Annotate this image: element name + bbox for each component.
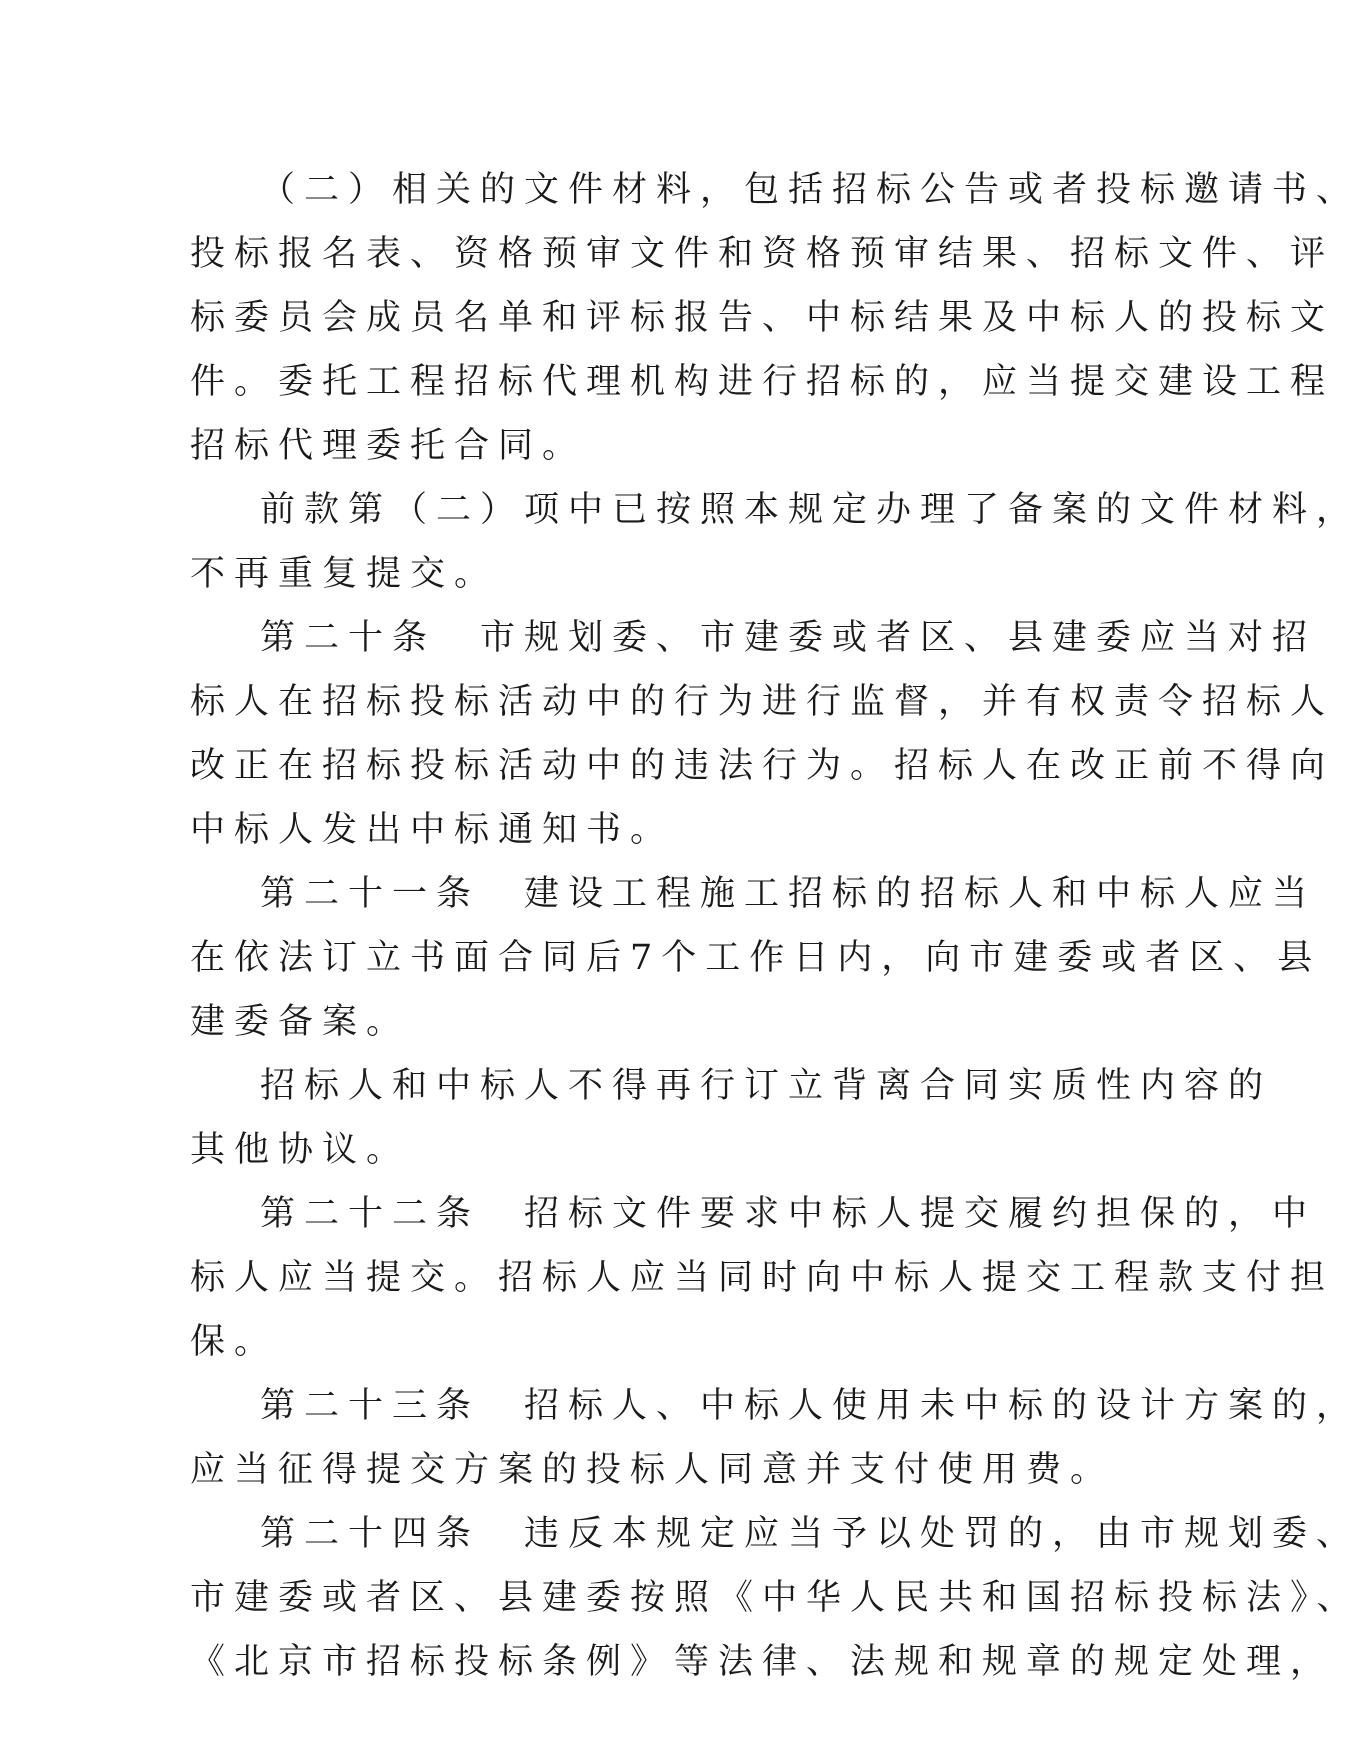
paragraph-line: 标委员会成员名单和评标报告、中标结果及中标人的投标文 [190,298,1335,338]
paragraph-line: 改正在招标投标活动中的违法行为。招标人在改正前不得向 [190,746,1335,786]
article-23-line: 第二十三条 招标人、中标人使用未中标的设计方案的， [260,1386,1361,1426]
paragraph-line: 市建委或者区、县建委按照《中华人民共和国招标投标法》、 [190,1578,1361,1618]
paragraph-line: 招标代理委托合同。 [190,426,587,466]
paragraph-line: 前款第（二）项中已按照本规定办理了备案的文件材料， [260,490,1361,530]
article-24-line: 第二十四条 违反本规定应当予以处罚的，由市规划委、 [260,1514,1361,1554]
paragraph-line: 《北京市招标投标条例》等法律、法规和规章的规定处理， [190,1642,1335,1682]
paragraph-line: 件。委托工程招标代理机构进行招标的，应当提交建设工程 [190,362,1335,402]
paragraph-line: 不再重复提交。 [190,554,499,594]
article-22-line: 第二十二条 招标文件要求中标人提交履约担保的，中 [260,1194,1317,1234]
document-body [190,158,1361,1694]
article-20-line: 第二十条 市规划委、市建委或者区、县建委应当对招 [260,618,1317,658]
paragraph-line: 建委备案。 [190,1002,411,1042]
paragraph-line: 中标人发出中标通知书。 [190,810,675,850]
paragraph-line: 招标人和中标人不得再行订立背离合同实质性内容的 [260,1066,1273,1106]
paragraph-line: （二）相关的文件材料，包括招标公告或者投标邀请书、 [260,170,1361,210]
paragraph-line: 投标报名表、资格预审文件和资格预审结果、招标文件、评 [190,234,1335,274]
paragraph-line: 应当征得提交方案的投标人同意并支付使用费。 [190,1450,1115,1490]
paragraph-line: 保。 [190,1322,279,1362]
paragraph-line: 标人在招标投标活动中的行为进行监督，并有权责令招标人 [190,682,1335,722]
paragraph-line: 标人应当提交。招标人应当同时向中标人提交工程款支付担 [190,1258,1335,1298]
paragraph-line: 在依法订立书面合同后7个工作日内，向市建委或者区、县 [190,938,1322,978]
article-21-line: 第二十一条 建设工程施工招标的招标人和中标人应当 [260,874,1317,914]
paragraph-line: 其他协议。 [190,1130,411,1170]
